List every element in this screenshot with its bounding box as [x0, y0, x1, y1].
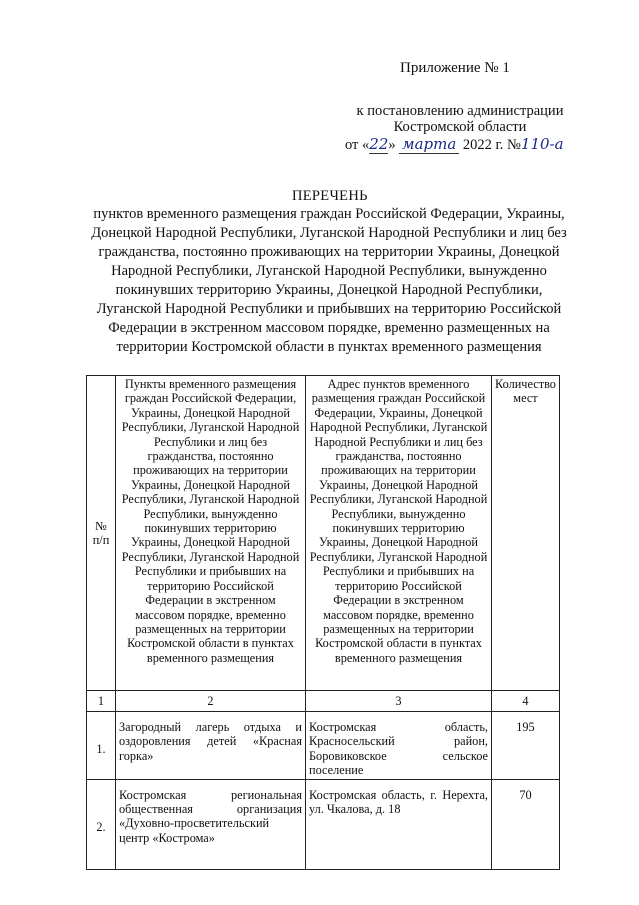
- handwritten-month: марта: [399, 135, 459, 154]
- table-row: [87, 779, 560, 869]
- index-cell: 2: [116, 691, 306, 712]
- handwritten-number: 110-а: [520, 135, 564, 153]
- row-number: 2.: [87, 779, 116, 869]
- resolution-reference: [330, 103, 590, 135]
- appendix-label: Приложение № 1: [400, 60, 510, 76]
- row-address: Костромская область, Красносельский район, Боровиковское сельское поселение: [306, 712, 492, 780]
- date-mid: »: [388, 137, 396, 153]
- header-cell-places: Количество мест: [492, 376, 560, 691]
- row-name: Костромская региональная общественная организация «Духовно-просветительский центр «Кострома»: [116, 779, 306, 869]
- row-number: 1.: [87, 712, 116, 780]
- document-subtitle: пунктов временного размещения граждан Российской Федерации, Украины, Донецкой Народной Республики, Луганской Народной Республики и лиц без гражданства, постоянно проживающих на территории Украины, Донецкой Народной Республики, Луганской Народной Республики, вынужденно покинувших территорию Украины, Донецкой Народной Республики, Луганской Народной Республики и прибывших на территорию Российской Федерации в экстренном массовом порядке, временно размещенных на территории Костромской области в пунктах временного размещения: [91, 206, 567, 355]
- index-cell: 3: [306, 691, 492, 712]
- index-cell: 4: [492, 691, 560, 712]
- date-year: 2022 г. №: [462, 137, 521, 153]
- handwritten-day: 22: [369, 135, 389, 153]
- table-header-row: [87, 376, 560, 691]
- resolution-line-2: Костромской области: [393, 119, 527, 135]
- resolution-line-1: к постановлению администрации: [356, 103, 564, 119]
- resolution-date-line: [345, 135, 569, 154]
- row-address: Костромская область, г. Нерехта, ул. Чкалова, д. 18: [306, 779, 492, 869]
- table-index-row: [87, 691, 560, 712]
- document-title: ПЕРЕЧЕНЬ: [292, 188, 368, 204]
- row-places: 195: [492, 712, 560, 780]
- placements-table: [86, 375, 560, 870]
- row-places: 70: [492, 779, 560, 869]
- header-cell-address: Адрес пунктов временного размещения граждан Российской Федерации, Украины, Донецкой Народной Республики, Луганской Народной Республики и лиц без гражданства, постоянно проживающих на территории Украины, Донецкой Народной Республики, Луганской Народной Республики, вынужденно покинувших территорию Украины, Донецкой Народной Республики, Луганской Народной Республики и прибывших на территорию Российской Федерации в экстренном массовом порядке, временно размещенных на территории Костромской области в пунктах временного размещения: [306, 376, 492, 691]
- table-row: [87, 712, 560, 780]
- date-prefix: от «: [345, 137, 370, 153]
- index-cell: 1: [87, 691, 116, 712]
- row-name: Загородный лагерь отдыха и оздоровления детей «Красная горка»: [116, 712, 306, 780]
- header-cell-number: № п/п: [87, 376, 116, 691]
- header-cell-points: Пункты временного размещения граждан Российской Федерации, Украины, Донецкой Народной Республики, Луганской Народной Республики и лиц без гражданства, постоянно проживающих на территории Украины, Донецкой Народной Республики, Луганской Народной Республики, вынужденно покинувших территорию Украины, Донецкой Народной Республики, Луганской Народной Республики и прибывших на территорию Российской Федерации в экстренном массовом порядке, временно размещенных на территории Костромской области в пунктах временного размещения: [116, 376, 306, 691]
